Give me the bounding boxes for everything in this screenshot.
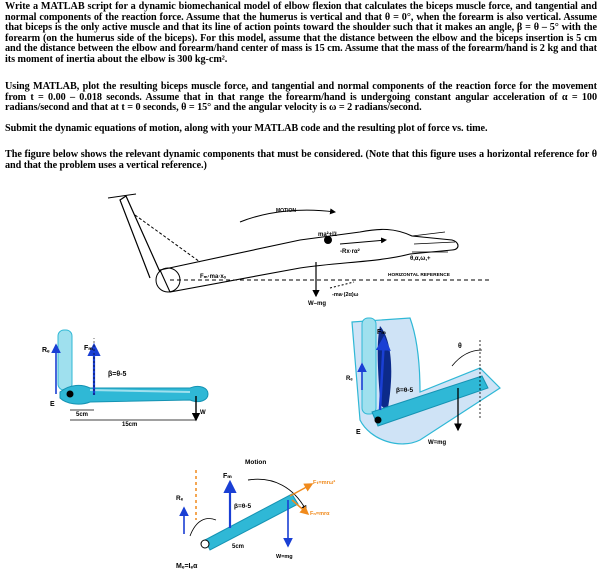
theta-label: θ — [458, 343, 462, 350]
problem-para-2: Using MATLAB, plot the resulting biceps muscle force, and tangential and normal components of the reaction force for the movement from t = 0.00 – 0.018 seconds. Assume that in that range the forearm/hand is undergoing constant angular acceleration of α = 100 radians/second and that at t = 0 seconds, θ = 15° and the angular velocity is ω = 2 radians/second. — [5, 81, 597, 114]
re-label-right: Rₑ — [346, 376, 353, 382]
elbow-joint — [67, 391, 74, 398]
re-label-bottom: Rₑ — [176, 495, 184, 502]
humerus-bone — [58, 330, 72, 390]
ft-label: Fₜ=mrω² — [313, 480, 336, 486]
w-label-right: W=mg — [428, 440, 447, 446]
beta-label: β=θ-5 — [108, 371, 127, 378]
re-label: Rₑ — [42, 347, 50, 354]
d5-label-bottom: 5cm — [232, 544, 245, 550]
reaction-label: -Rx·rα² — [340, 249, 360, 255]
fm-label-right: Fₘ — [377, 329, 386, 336]
forearm-bone — [60, 385, 208, 404]
figure-bottom — [176, 459, 335, 570]
accel-label: -ma·(2α)ω — [332, 292, 359, 298]
e-label: E — [50, 401, 55, 408]
figure-left — [42, 330, 208, 428]
d5-label: 5cm — [76, 412, 89, 418]
bottom-forearm-bone — [205, 494, 298, 550]
mass-ext-label: ma²+Iz̈ — [318, 232, 337, 238]
d15-label: 15cm — [122, 422, 138, 428]
beta-label-right: β=θ-5 — [396, 387, 414, 394]
torque-label: θ,α,ω,+ — [410, 256, 431, 262]
svg-text:Fₘ·ma·xₒ: Fₘ·ma·xₒ — [200, 274, 227, 280]
w-label-bottom: W=mg — [276, 554, 293, 560]
problem-para-1: Write a MATLAB script for a dynamic biomechanical model of elbow flexion that calculates the biceps muscle force, and tangential and normal components of the reaction force. Assume that the humerus is vertical and that θ = 0°, when the forearm is also vertical. Assume that biceps is the only active muscle and that its line of action points toward the shoulder such that it makes an angle, β = θ – 5° with the forearm (on the humerus side of the biceps). For this model, assume that the distance between the elbow and the biceps insertion is 5 cm and the distance between the elbow and forearm/hand center of mass is 15 cm. Assume that the mass of the forearm/hand is 2 kg and that its moment of inertia about the elbow is 300 kg-cm². — [5, 1, 597, 65]
weight-label: W–mg — [308, 301, 326, 307]
figure-top — [108, 194, 490, 307]
w-label: W — [200, 410, 206, 416]
motion-label: MOTION — [276, 208, 296, 214]
fm-label-bottom: Fₘ — [223, 473, 232, 480]
horizontal-ref-label: HORIZONTAL REFERENCE — [388, 273, 450, 278]
e-label-right: E — [356, 429, 361, 436]
problem-para-3: Submit the dynamic equations of motion, along with your MATLAB code and the resulting plot of force vs. time. — [5, 123, 488, 134]
fn-label: Fₙ=mrα — [310, 511, 330, 517]
motion-label-bottom: Motion — [245, 459, 267, 466]
figure-right — [346, 318, 500, 446]
beta-label-bottom: β=θ-5 — [234, 503, 252, 510]
fm-label: Fₘ — [84, 345, 93, 352]
problem-para-4: The figure below shows the relevant dynamic components that must be considered. (Note that this figure uses a horizontal reference for θ and that the problem uses a vertical reference.) — [5, 149, 597, 171]
moment-label: Mₑ=Iₑα — [176, 563, 198, 570]
